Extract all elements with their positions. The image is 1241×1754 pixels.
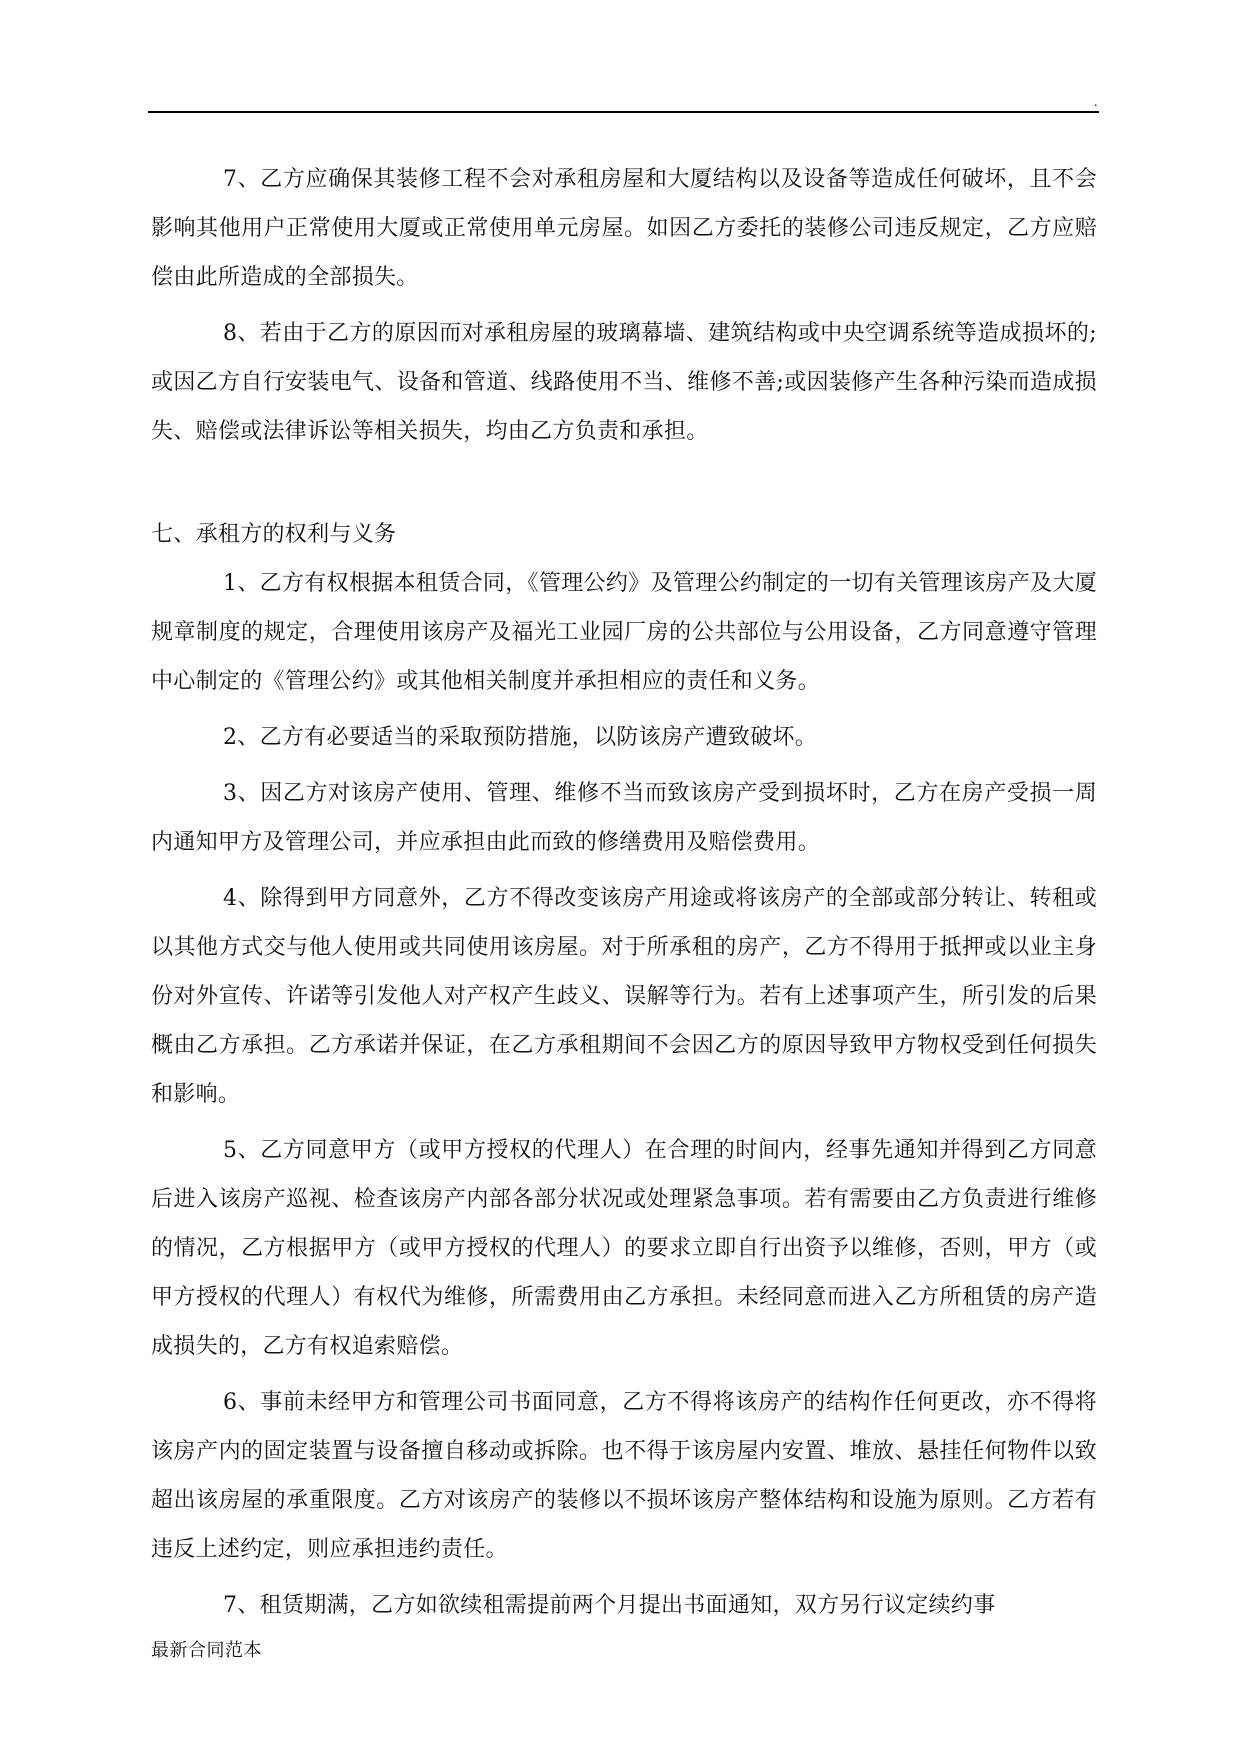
section-heading: 七、承租方的权利与义务 — [151, 522, 397, 547]
clause-paragraph: 6、事前未经甲方和管理公司书面同意，乙方不得将该房产的结构作任何更改，亦不得将该房产内的固定装置与设备擅自移动或拆除。也不得于该房屋内安置、堆放、悬挂任何物件以致超出该房屋的承重限度。乙方对该房产的装修以不损坏该房产整体结构和设施为原则。乙方若有违反上述约定，则应承担违约责任。 — [151, 1390, 1097, 1562]
clause-paragraph: 3、因乙方对该房产使用、管理、维修不当而致该房产受到损坏时，乙方在房产受损一周内通知甲方及管理公司，并应承担由此而致的修缮费用及赔偿费用。 — [151, 781, 1097, 855]
header-rule — [148, 111, 1099, 113]
header-mark: . — [1094, 95, 1098, 110]
footer-text: 最新合同范本 — [151, 1640, 262, 1661]
clause-paragraph: 2、乙方有必要适当的采取预防措施，以防该房产遭致破坏。 — [223, 725, 818, 750]
clause-paragraph: 1、乙方有权根据本租赁合同，《管理公约》及管理公约制定的一切有关管理该房产及大厦规章制度的规定，合理使用该房产及福光工业园厂房的公共部位与公用设备，乙方同意遵守管理中心制定的《管理公约》或其他相关制度并承担相应的责任和义务。 — [151, 571, 1097, 694]
clause-paragraph: 4、除得到甲方同意外，乙方不得改变该房产用途或将该房产的全部或部分转让、转租或以其他方式交与他人使用或共同使用该房屋。对于所承租的房产，乙方不得用于抵押或以业主身份对外宣传、许诺等引发他人对产权产生歧义、误解等行为。若有上述事项产生，所引发的后果概由乙方承担。乙方承诺并保证，在乙方承租期间不会因乙方的原因导致甲方物权受到任何损失和影响。 — [151, 886, 1097, 1107]
clause-paragraph: 7、租赁期满，乙方如欲续租需提前两个月提出书面通知，双方另行议定续约事 — [223, 1593, 996, 1618]
clause-paragraph: 7、乙方应确保其装修工程不会对承租房屋和大厦结构以及设备等造成任何破坏，且不会影响其他用户正常使用大厦或正常使用单元房屋。如因乙方委托的装修公司违反规定，乙方应赔偿由此所造成的全部损失。 — [151, 167, 1097, 290]
clause-paragraph: 5、乙方同意甲方（或甲方授权的代理人）在合理的时间内，经事先通知并得到乙方同意后进入该房产巡视、检查该房产内部各部分状况或处理紧急事项。若有需要由乙方负责进行维修的情况，乙方根据甲方（或甲方授权的代理人）的要求立即自行出资予以维修，否则，甲方（或甲方授权的代理人）有权代为维修，所需费用由乙方承担。未经同意而进入乙方所租赁的房产造成损失的，乙方有权追索赔偿。 — [151, 1138, 1097, 1359]
document-body — [151, 155, 1097, 1637]
clause-paragraph: 8、若由于乙方的原因而对承租房屋的玻璃幕墙、建筑结构或中央空调系统等造成损坏的;或因乙方自行安装电气、设备和管道、线路使用不当、维修不善;或因装修产生各种污染而造成损失、赔偿或法律诉讼等相关损失，均由乙方负责和承担。 — [151, 321, 1097, 444]
